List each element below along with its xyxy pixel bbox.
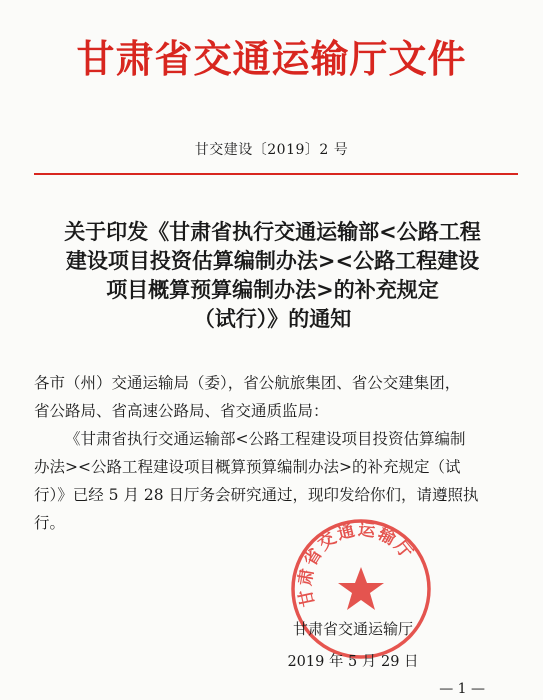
body-line: 行）》已经 5 月 28 日厅务会研究通过，现印发给你们，请遵照执 bbox=[34, 486, 479, 504]
title-line: 关于印发《甘肃省执行交通运输部<公路工程 bbox=[64, 220, 481, 244]
official-seal-stamp bbox=[287, 515, 435, 663]
body-line: 《甘肃省执行交通运输部<公路工程建设项目投资估算编制 bbox=[65, 430, 466, 448]
title-line: （试行）》的通知 bbox=[193, 307, 352, 331]
issuer-signature: 甘肃省交通运输厅 bbox=[292, 620, 413, 638]
title-line: 建设项目投资估算编制办法><公路工程建设 bbox=[65, 249, 480, 273]
document-number: 甘交建设〔2019〕2 号 bbox=[194, 142, 349, 158]
notice-body bbox=[34, 369, 510, 537]
notice-title bbox=[30, 218, 515, 334]
body-line: 行。 bbox=[34, 514, 66, 532]
body-line: 办法><公路工程建设项目概算预算编制办法>的补充规定（试 bbox=[34, 458, 461, 476]
bleed-through bbox=[0, 92, 543, 115]
title-line: 项目概算预算编制办法>的补充规定 bbox=[106, 278, 439, 302]
page-number: — 1 — bbox=[439, 681, 485, 697]
red-divider bbox=[34, 173, 518, 175]
recipients-line: 省公路局、省高速公路局、省交通质监局： bbox=[34, 402, 329, 420]
recipients-line: 各市（州）交通运输局（委），省公航旅集团、省公交建集团， bbox=[34, 374, 461, 392]
document-header-title: 甘肃省交通运输厅文件 bbox=[76, 37, 467, 81]
issue-date: 2019 年 5 月 29 日 bbox=[287, 654, 419, 670]
svg-text:甘肃省交通运输厅: 甘肃省交通运输厅 bbox=[295, 519, 418, 609]
